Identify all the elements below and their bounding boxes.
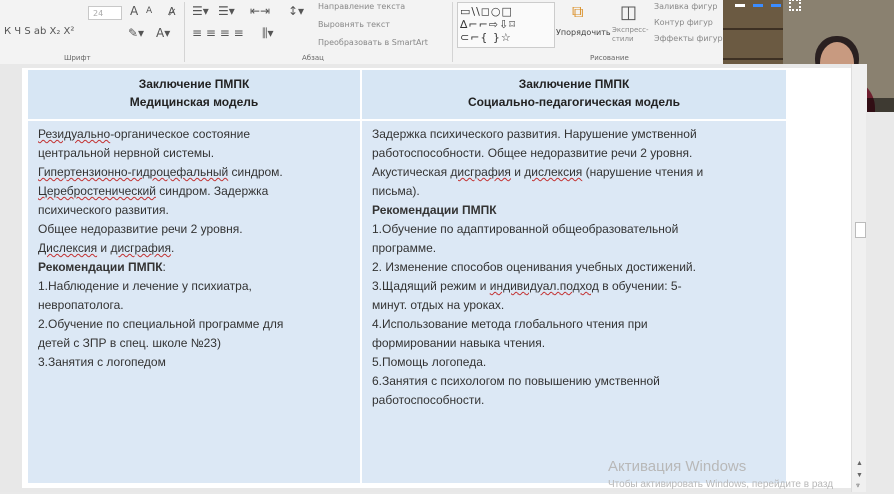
align-buttons-icon[interactable]: ≡ ≡ ≡ ≡ (192, 26, 244, 40)
text-line: программе. (372, 241, 437, 255)
text-line: 2.Обучение по специальной программе для (38, 317, 284, 331)
arrange-icon[interactable]: ⧉ (572, 2, 584, 21)
text-line: работоспособности. Общее недоразвитие речи 2 уровня. (372, 146, 693, 160)
divider (452, 2, 453, 62)
text-span: 3.Щадящий режим и (372, 279, 490, 293)
indent-icon[interactable]: ⇤⇥ (250, 4, 271, 18)
right-margin (866, 112, 894, 492)
text-direction-button[interactable]: Направление текста (318, 2, 406, 11)
text-span: дисграфия (110, 241, 171, 255)
text-line: 3.Занятия с логопедом (38, 355, 166, 369)
text-line: Рекомендации ПМПК (372, 203, 497, 217)
windows-activation-watermark (608, 458, 868, 494)
text-line (372, 277, 778, 296)
shape-effects-button[interactable]: Эффекты фигур (654, 34, 723, 43)
grow-font-button[interactable]: A (130, 4, 139, 18)
scroll-next-icon[interactable]: ⩔ (856, 482, 860, 489)
text-span: -органическое состояние (110, 127, 250, 141)
video-controls (723, 0, 894, 10)
shape-fill-button[interactable]: Заливка фигур (654, 2, 718, 11)
text-span: (нарушение чтения и (582, 165, 704, 179)
group-paragraph-label: Абзац (302, 54, 324, 62)
text-line (38, 239, 352, 258)
header-line: Медицинская модель (129, 95, 259, 109)
text-line (38, 163, 352, 182)
text-span: и (97, 241, 111, 255)
text-line: 6.Занятия с психологом по повышению умственной (372, 374, 660, 388)
quick-styles-icon[interactable]: ◫ (620, 2, 638, 23)
text-span: Гипертензионно-гидроцефальный (38, 165, 229, 179)
text-line: работоспособности. (372, 393, 485, 407)
font-size-field[interactable]: 24 (88, 6, 122, 20)
comparison-table[interactable] (28, 70, 786, 482)
shapes-gallery[interactable] (457, 2, 555, 48)
text-line (38, 125, 352, 144)
align-text-button[interactable]: Выровнять текст (318, 20, 390, 29)
numbering-icon[interactable]: ☰▾ (218, 4, 235, 18)
text-span: индивидуал.подход (489, 279, 599, 293)
text-line: формировании навыка чтения. (372, 336, 546, 350)
group-font-label: Шрифт (64, 54, 91, 62)
scroll-up-arrow-icon[interactable]: ▲ (856, 460, 863, 467)
header-line: Социально-педагогическая модель (467, 95, 681, 109)
shelf-line (723, 28, 783, 30)
bullets-icon[interactable]: ☰▾ (192, 4, 209, 18)
shelf-line (723, 58, 783, 60)
font-color-icon[interactable]: A▾ (156, 26, 171, 40)
text-span: Акустическая (372, 165, 451, 179)
text-line (38, 182, 352, 201)
table-header-left (28, 70, 360, 119)
layout-icon[interactable] (753, 4, 763, 7)
header-line: Заключение ПМПК (138, 77, 250, 91)
shape-outline-button[interactable]: Контур фигур (654, 18, 713, 27)
text-span: в обучении: 5- (598, 279, 682, 293)
format-buttons[interactable]: К Ч S ab X₂ X² (4, 26, 75, 37)
text-span: синдром. Задержка (155, 184, 269, 198)
text-line: Общее недоразвитие речи 2 уровня. (38, 222, 243, 236)
text-span: дислексия (524, 165, 583, 179)
group-drawing-label: Рисование (590, 54, 629, 62)
text-line: письма). (372, 184, 420, 198)
recommendations-heading: Рекомендации ПМПК (38, 260, 163, 274)
express-styles-button[interactable]: Экспресс-стили (612, 26, 649, 43)
text-line: Задержка психического развития. Нарушение умственной (372, 127, 697, 141)
text-line (38, 258, 352, 277)
header-line: Заключение ПМПК (518, 77, 630, 91)
shapes-gallery-icons: ▭\\◻○□ ∆⌐⌐⇨⇩⌑ ⊂⌐{ }☆ (460, 5, 516, 44)
text-line: 2. Изменение способов оценивания учебных достижений. (372, 260, 696, 274)
activation-subtitle: Чтобы активировать Windows, перейдите в разд (608, 479, 834, 490)
convert-smartart-button[interactable]: Преобразовать в SmartArt (318, 38, 428, 47)
shrink-font-button[interactable]: A (146, 6, 153, 16)
slide-page (22, 68, 851, 488)
text-line: психического развития. (38, 203, 169, 217)
highlight-icon[interactable]: ✎▾ (128, 26, 145, 40)
text-line: 5.Помощь логопеда. (372, 355, 487, 369)
table-cell-right[interactable] (362, 121, 786, 483)
text-span: синдром. (228, 165, 283, 179)
text-span: и (510, 165, 525, 179)
text-line: 1.Наблюдение и лечение у психиатра, (38, 279, 252, 293)
scrollbar-thumb[interactable] (855, 222, 866, 238)
text-line: 1.Обучение по адаптированной общеобразовательной (372, 222, 679, 236)
text-line: невропатолога. (38, 298, 124, 312)
text-line: центральной нервной системы. (38, 146, 215, 160)
text-line: 4.Использование метода глобального чтения при (372, 317, 648, 331)
clear-format-icon[interactable]: A̷ (168, 5, 176, 18)
text-span: дисграфия (450, 165, 511, 179)
view-icon[interactable] (771, 4, 781, 7)
line-spacing-icon[interactable]: ↕▾ (288, 4, 305, 18)
text-span: Резидуально (38, 127, 111, 141)
text-span: Церебростенический (38, 184, 156, 198)
columns-icon[interactable]: ⫼▾ (262, 26, 274, 40)
text-line: минут. отдых на уроках. (372, 298, 505, 312)
text-line (372, 163, 778, 182)
minimize-icon[interactable] (735, 4, 745, 7)
grid-icon[interactable] (789, 0, 801, 11)
arrange-button[interactable]: Упорядочить (556, 28, 611, 37)
slide-area (0, 64, 851, 492)
vertical-scrollbar[interactable] (851, 64, 867, 492)
text-span: : (162, 260, 166, 274)
table-cell-left[interactable] (28, 121, 360, 483)
scroll-down-arrow-icon[interactable]: ▼ (856, 472, 863, 479)
divider (184, 2, 185, 62)
activation-title: Активация Windows (608, 458, 747, 475)
text-span: . (170, 241, 175, 255)
text-span: Дислексия (38, 241, 98, 255)
text-line: детей с ЗПР в спец. школе №23) (38, 336, 221, 350)
table-header-right (362, 70, 786, 119)
